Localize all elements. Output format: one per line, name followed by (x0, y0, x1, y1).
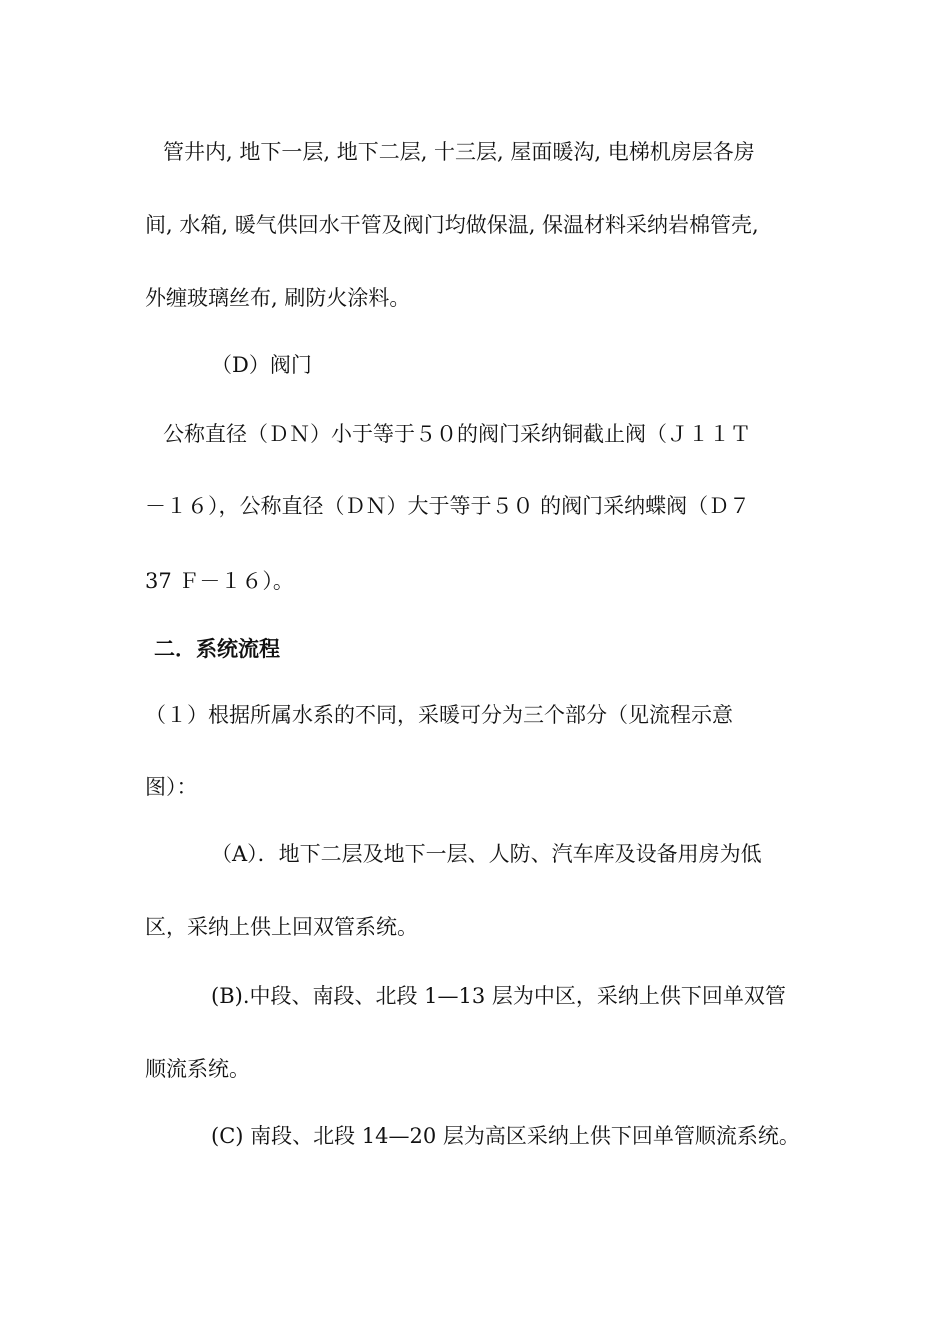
paragraph-line-12: 顺流系统。 (145, 1057, 250, 1081)
paragraph-line-11: (B).中段、南段、北段 1—13 层为中区，采纳上供下回单双管 (211, 984, 786, 1008)
paragraph-line-3: 外缠玻璃丝布, 刷防火涂料。 (145, 286, 411, 310)
paragraph-line-5: －１６），公称直径（ＤＮ）大于等于５０ 的阀门采纳蝶阀（Ｄ７ (145, 494, 751, 518)
paragraph-line-4: 公称直径（ＤＮ）小于等于５０的阀门采纳铜截止阀（Ｊ１１Ｔ (163, 422, 751, 446)
paragraph-line-6: 37 Ｆ－１６）。 (145, 569, 294, 593)
section-title-valve: （D）阀门 (211, 353, 312, 377)
paragraph-line-2: 间, 水箱, 暖气供回水干管及阀门均做保温, 保温材料采纳岩棉管壳, (145, 213, 759, 237)
paragraph-line-13: (C) 南段、北段 14—20 层为高区采纳上供下回单管顺流系统。 (211, 1124, 800, 1148)
paragraph-line-7: （１）根据所属水系的不同，采暖可分为三个部分（见流程示意 (145, 703, 733, 727)
paragraph-line-9: （A）．地下二层及地下一层、人防、汽车库及设备用房为低 (211, 842, 762, 866)
paragraph-line-10: 区，采纳上供上回双管系统。 (145, 915, 418, 939)
paragraph-line-1: 管井内, 地下一层, 地下二层, 十三层, 屋面暖沟, 电梯机房层各房 (163, 140, 755, 164)
section-heading-system-flow: 二．系统流程 (154, 636, 280, 661)
paragraph-line-8: 图）： (145, 775, 198, 799)
